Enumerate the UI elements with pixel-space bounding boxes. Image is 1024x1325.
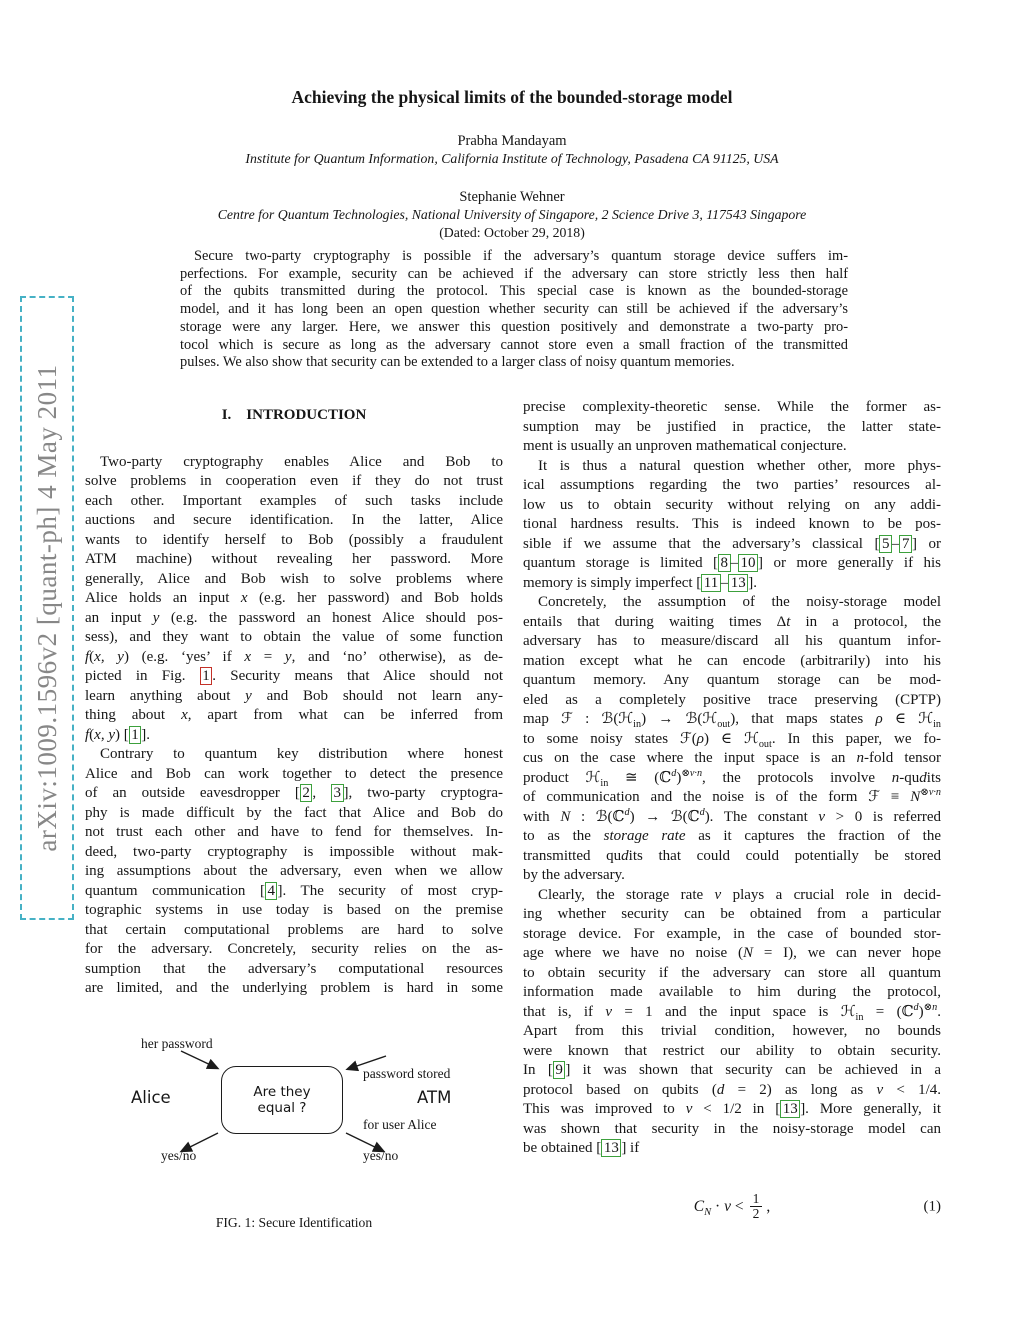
arxiv-id-text: arXiv:1009.1596v2 [quant-ph] 4 May 2011	[31, 364, 62, 852]
text-line: perfections. For example, security can be achieved if the adversary can store strictly less then half	[180, 265, 848, 282]
equation-number: (1)	[923, 1197, 941, 1214]
text-line: entails that during waiting times Δt in a protocol, the	[523, 613, 941, 630]
text-line: that is, if ν = 1 and the input space is ℋ$_{in}$ = (ℂ$^d$)$^{\otimes n}$.	[523, 1001, 941, 1023]
text-line: for the adversary. Concretely, security relies on the as-	[85, 941, 503, 957]
author-1: Prabha Mandayam	[457, 133, 567, 149]
text-line: tional hardness results. This is indeed known to be pos-	[523, 516, 941, 532]
text-line: sumption that the adversary’s computational resources	[85, 960, 503, 977]
section-heading-introduction: I. INTRODUCTION	[221, 407, 367, 423]
text-line: Alice and Bob can work together to detect the presence	[85, 765, 503, 782]
text-line: generally, Alice and Bob wish to solve problems where	[85, 570, 503, 587]
text-line: that certain computational problems are hard to solve	[85, 921, 503, 938]
paper-header	[0, 86, 1024, 242]
text-line: ment is usually an unproven mathematical conjecture.	[523, 438, 847, 454]
affiliation-2: Centre for Quantum Technologies, National University of Singapore, 2 Science Drive 3, 117543 Singapore	[217, 207, 807, 222]
text-line: each other. Important examples of such tasks include	[85, 492, 503, 509]
text-line: It is thus a natural question whether other, more phys-	[538, 457, 941, 474]
text-line: f(x, y) (e.g. ‘yes’ if x = y, and ‘no’ otherwise), as de-	[85, 648, 503, 665]
equal-box	[221, 1066, 343, 1134]
text-line: by the adversary.	[523, 867, 625, 883]
text-line: quantum storage is limited [ 8 – 10 ] or more generally if his	[523, 555, 941, 571]
figure-caption: FIG. 1: Secure Identification	[215, 1214, 373, 1230]
text-line: wants to identify herself to Bob (possibly a fraudulent	[85, 531, 503, 548]
left-column	[85, 406, 503, 1232]
text-line: auctions and secure identification. In the latter, Alice	[85, 512, 503, 528]
label-yes-no-right: yes/no	[363, 1147, 399, 1163]
equal-box-line1: Are they	[253, 1083, 311, 1100]
text-line: of the qubits transmitted during the protocol. This special case is known as the bounded-storage	[180, 283, 848, 300]
text-line: are limited, and the underlying problem is hard in some	[85, 980, 503, 996]
text-line: to as the storage rate as it captures the fraction of the	[523, 828, 941, 844]
dated-line: (Dated: October 29, 2018)	[439, 225, 585, 240]
label-atm: ATM	[417, 1087, 452, 1107]
text-line: mation except what he can encode (arbitrarily) into his	[523, 652, 941, 669]
text-line: storage device. For example, in the case of bounded stor-	[523, 925, 941, 942]
text-line: Secure two-party cryptography is possible if the adversary’s quantum storage device suffers im-	[194, 248, 848, 264]
fraction-denominator: 2	[750, 1206, 763, 1221]
text-line: learn anything about y and Bob should not learn any-	[85, 687, 504, 704]
text-line: of an outside eavesdropper [ 2 , 3 ], two-party cryptogra-	[85, 785, 503, 801]
text-line: be obtained [ 13 ] if	[523, 1140, 640, 1156]
paper-title: Achieving the physical limits of the bounded-storage model	[291, 87, 733, 107]
author-2: Stephanie Wehner	[459, 189, 565, 205]
text-line: eled as a completely positive trace preserving (CPTP)	[523, 691, 941, 708]
label-password-stored-line1: password stored	[363, 1065, 451, 1081]
arxiv-id-box	[20, 296, 74, 920]
label-password-stored-line2: for user Alice	[363, 1116, 437, 1132]
text-line: thing about x, apart from what can be inferred from	[85, 707, 503, 723]
text-line: ATM machine) without revealing her password. More	[85, 551, 503, 567]
text-line: cus on the case where the input space is an n-fold tensor	[523, 750, 941, 766]
text-line: Concretely, the assumption of the noisy-storage model	[538, 594, 941, 610]
text-line: phy is made difficult by the fact that Alice and Bob do	[85, 804, 503, 821]
text-line: sess), and they want to obtain the value of some function	[85, 629, 503, 645]
figure-1	[85, 1035, 503, 1191]
label-her-password: her password	[141, 1035, 213, 1051]
text-line: storage were any larger. Here, we answer this question positively and demonstrate a two-party pro-	[180, 318, 848, 335]
text-line: This was improved to ν < 1/2 in [ 13 ]. More generally, it	[523, 1101, 941, 1117]
text-line: deed, two-party cryptography is impossible without mak-	[85, 843, 503, 860]
equation-fraction	[750, 1192, 763, 1221]
text-line: not trust each other and have to fend for themselves. In-	[85, 824, 503, 840]
text-line: was shown that security in the noisy-storage model can	[523, 1120, 941, 1137]
text-line: of communication and the noise is of the form ℱ ≡ $N^{\otimes\nu\cdot n}$	[523, 787, 941, 805]
text-line: Alice holds an input x (e.g. her password) and Bob holds	[85, 590, 503, 606]
text-line: Contrary to quantum key distribution where honest	[100, 746, 503, 762]
text-line: adversary has to measure/discard all his quantum infor-	[523, 633, 941, 649]
text-line: ing assumptions about the adversary, even when we allow	[85, 863, 503, 879]
text-line: to obtain security if the adversary can store all quantum	[523, 964, 941, 981]
equation-1	[523, 1185, 941, 1229]
text-line: protocol based on qubits (d = 2) as long as ν < 1/4.	[523, 1081, 941, 1098]
text-line: picted in Fig. 1 . Security means that Alice should not	[85, 668, 503, 684]
text-line: Two-party cryptography enables Alice and Bob to	[100, 453, 503, 470]
text-line: pulses. We also show that security can be extended to a larger class of noisy quantum memories.	[180, 354, 735, 371]
abstract	[180, 248, 848, 372]
text-line: In [ 9 ] it was shown that security can be achieved in a	[523, 1062, 941, 1078]
affiliation-1: Institute for Quantum Information, California Institute of Technology, Pasadena CA 91125, USA	[245, 151, 779, 166]
right-column	[523, 398, 941, 1229]
text-line: age where we have no noise (N = I), we can never hope	[523, 945, 941, 961]
text-line: transmitted qudits that could could potentially be stored	[523, 847, 941, 864]
text-line: map ℱ : ℬ(ℋ$_{in}$) → ℬ(ℋ$_{out}$), that maps states ρ ∈ ℋ$_{in}$	[523, 711, 941, 730]
text-line: tographic systems in use today is based on the premise	[85, 902, 503, 918]
equal-box-line2: equal ?	[257, 1099, 307, 1116]
fraction-numerator: 1	[752, 1191, 760, 1206]
text-line: ing whether security can be obtained from a particular	[523, 906, 941, 922]
text-line: solve problems in cooperation even if they do not trust	[85, 473, 503, 489]
arxiv-sidebar	[20, 296, 74, 920]
text-line: memory is simply imperfect [ 11 – 13 ].	[523, 574, 757, 591]
text-line: low us to obtain security without relying on any addi-	[523, 496, 941, 513]
text-line: ical assumptions regarding the two parties’ resources al-	[523, 477, 941, 493]
label-alice: Alice	[131, 1087, 171, 1107]
text-line: with N : ℬ(ℂ$^d$) → ℬ(ℂ$^d$). The constant ν > 0 is referred	[523, 806, 941, 825]
text-line: Apart from this trivial condition, however, no bounds	[523, 1023, 941, 1039]
text-line: f(x, y) [ 1 ].	[85, 726, 150, 743]
text-line: product ℋ$_{in}$ ≅ (ℂ$^d$)$^{\otimes\nu\cdot n}$, the protocols involve n-qudits	[523, 767, 941, 789]
text-line: information made available to him during the protocol,	[523, 984, 941, 1000]
text-line: were known that restrict our ability to obtain security.	[523, 1042, 941, 1059]
left-column-text	[85, 453, 503, 999]
text-line: model, and it has long been an open question whether security can still be achieved if the adversary’s	[180, 301, 848, 318]
text-line: tocol which is secure as long as the adversary cannot store even a small fraction of the transmitted	[180, 336, 848, 353]
text-line: to some noisy states ℱ(ρ) ∈ ℋ$_{out}$. In this paper, we fo-	[523, 730, 941, 750]
text-line: sible if we assume that the adversary’s classical [ 5 – 7 ] or	[523, 535, 941, 552]
text-line: quantum communication [ 4 ]. The security of most cryp-	[85, 882, 503, 899]
equation-trail: ,	[766, 1197, 771, 1215]
text-line: precise complexity-theoretic sense. While the former as-	[523, 399, 941, 415]
text-line: quantum memory. Any quantum storage can be mod-	[523, 672, 941, 688]
text-line: an input y (e.g. the password an honest Alice should pos-	[85, 609, 504, 626]
label-yes-no-left: yes/no	[161, 1147, 197, 1163]
text-line: Clearly, the storage rate ν plays a crucial role in decid-	[538, 886, 942, 903]
text-line: sumption may be justified in practice, the latter state-	[523, 418, 941, 435]
equation-lhs: $C_N \cdot \nu$ <	[693, 1197, 744, 1218]
right-column-text	[523, 398, 941, 1159]
